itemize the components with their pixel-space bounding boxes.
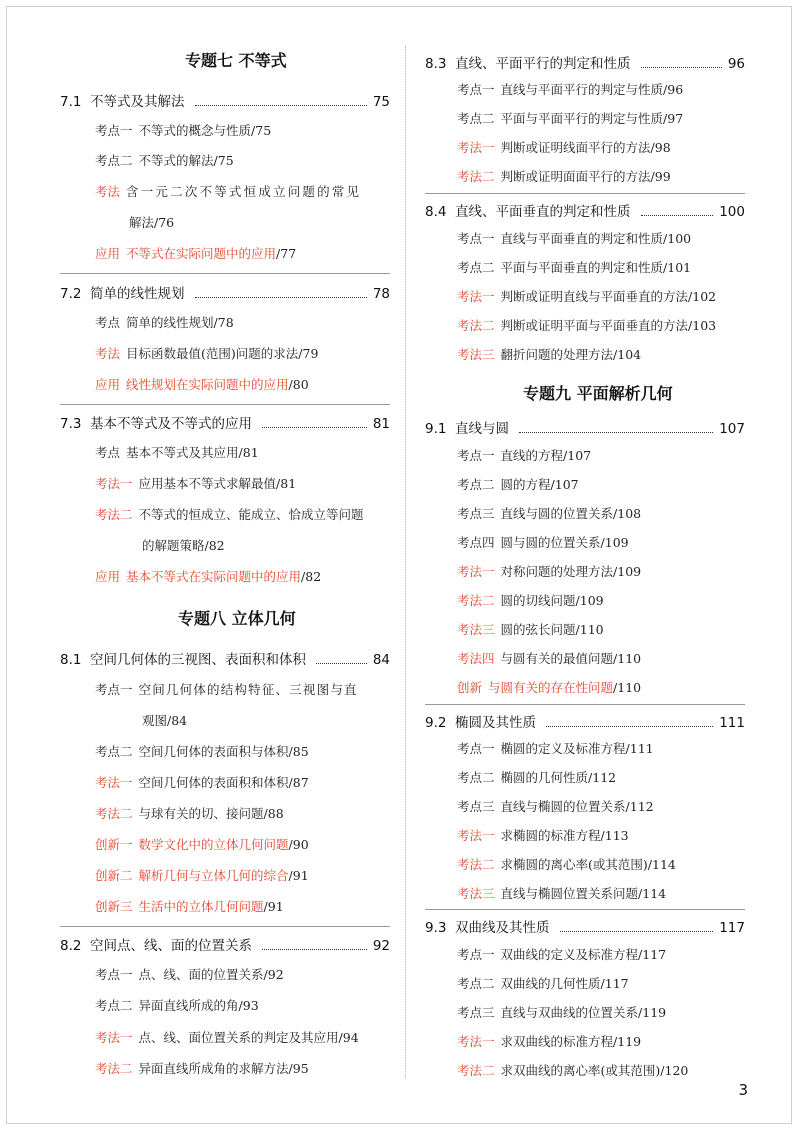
toc-entry[interactable] [95, 804, 284, 822]
section-page: 117 [719, 920, 745, 936]
section-number: 8.4 [425, 204, 447, 220]
entry-page: /95 [288, 1061, 309, 1076]
entry-text: 直线与椭圆位置关系问题 [500, 886, 639, 901]
section-number: 7.3 [60, 416, 82, 432]
entry-page: /109 [575, 593, 604, 608]
leader-dots [195, 297, 367, 298]
entry-tag: 考法一 [457, 140, 495, 155]
entry-text: 含一元二次不等式恒成立问题的常见 [126, 184, 362, 199]
section-number: 8.1 [60, 652, 82, 668]
section-number: 9.3 [425, 920, 447, 936]
entry-text: 目标函数最值(范围)问题的求法 [126, 346, 299, 361]
toc-entry[interactable] [95, 835, 309, 853]
section-rule [425, 909, 745, 910]
entry-text: 数学文化中的立体几何问题 [138, 837, 289, 852]
toc-entry-continued [142, 711, 187, 729]
entry-text: 椭圆的定义及标准方程 [500, 741, 626, 756]
entry-tag: 考点四 [457, 535, 495, 550]
entry-tag: 考法一 [95, 1030, 133, 1045]
entry-text: 直线与双曲线的位置关系 [500, 1005, 639, 1020]
entry-tag: 创新 [457, 680, 483, 695]
toc-entry[interactable] [95, 567, 321, 585]
column-divider [405, 46, 406, 1078]
entry-tag: 考点三 [457, 506, 495, 521]
entry-tag: 考法三 [457, 622, 495, 637]
toc-entry[interactable] [457, 945, 666, 963]
entry-page: /84 [167, 713, 188, 728]
entry-text: 直线与平面平行的判定与性质 [500, 82, 664, 97]
toc-entry[interactable] [95, 1059, 309, 1077]
toc-entry[interactable] [457, 591, 604, 609]
toc-entry[interactable] [95, 375, 309, 393]
entry-page: /110 [613, 680, 642, 695]
toc-entry[interactable] [95, 344, 318, 362]
entry-page: /117 [638, 947, 667, 962]
toc-entry[interactable] [457, 533, 629, 551]
section-number: 9.2 [425, 715, 447, 731]
entry-text: 判断或证明线面平行的方法 [500, 140, 651, 155]
toc-entry[interactable] [457, 316, 716, 334]
section-page: 107 [719, 421, 745, 437]
toc-entry[interactable] [95, 443, 259, 461]
entry-text: 判断或证明平面与平面垂直的方法 [500, 318, 689, 333]
toc-entry[interactable] [95, 742, 309, 760]
entry-page: /93 [238, 998, 259, 1013]
entry-page: /81 [276, 476, 297, 491]
entry-text: 基本不等式在实际问题中的应用 [126, 569, 302, 584]
leader-dots [641, 215, 714, 216]
toc-entry[interactable] [457, 345, 641, 363]
entry-page: /88 [263, 806, 284, 821]
leader-dots [546, 726, 713, 727]
entry-text: 空间几何体的表面积与体积 [138, 744, 289, 759]
section-title: 空间点、线、面的位置关系 [90, 938, 252, 954]
entry-tag: 考法一 [95, 775, 133, 790]
toc-entry[interactable] [95, 897, 284, 915]
entry-tag: 考点二 [95, 153, 133, 168]
entry-tag: 考法一 [457, 828, 495, 843]
entry-tag: 应用 [95, 569, 121, 584]
entry-tag: 考法二 [457, 593, 495, 608]
entry-text: 与球有关的切、接问题 [138, 806, 264, 821]
leader-dots [519, 432, 713, 433]
section-title: 简单的线性规划 [90, 286, 185, 302]
entry-tag: 应用 [95, 377, 121, 392]
entry-page: /110 [575, 622, 604, 637]
entry-tag: 考法一 [95, 476, 133, 491]
entry-text: 应用基本不等式求解最值 [138, 476, 277, 491]
entry-text: 空间几何体的结构特征、三视图与直 [138, 682, 358, 697]
entry-page: /104 [613, 347, 642, 362]
toc-entry[interactable] [457, 739, 654, 757]
section-title: 不等式及其解法 [90, 94, 185, 110]
entry-text: 平面与平面平行的判定与性质 [500, 111, 664, 126]
entry-text: 对称问题的处理方法 [500, 564, 614, 579]
toc-entry[interactable] [95, 244, 296, 262]
section-page: 96 [727, 56, 745, 72]
toc-entry-continued [129, 213, 174, 231]
entry-tag: 考点一 [457, 947, 495, 962]
entry-text: 点、线、面的位置关系 [138, 967, 264, 982]
entry-text: 判断或证明面面平行的方法 [500, 169, 651, 184]
toc-entry[interactable] [457, 1003, 666, 1021]
entry-page: /101 [663, 260, 692, 275]
entry-tag: 考法 [95, 346, 121, 361]
page-frame [6, 6, 792, 1124]
entry-text: 判断或证明直线与平面垂直的方法 [500, 289, 689, 304]
entry-tag: 考点三 [457, 1005, 495, 1020]
entry-tag: 考法一 [457, 1034, 495, 1049]
entry-page: /110 [613, 651, 642, 666]
entry-text: 观图 [142, 713, 168, 728]
section-page: 78 [372, 286, 390, 302]
entry-text: 翻折问题的处理方法 [500, 347, 614, 362]
entry-page: /107 [563, 448, 592, 463]
entry-text: 圆的切线问题 [500, 593, 576, 608]
entry-page: /113 [600, 828, 629, 843]
entry-text: 解析几何与立体几何的综合 [138, 868, 289, 883]
entry-text: 直线与椭圆的位置关系 [500, 799, 626, 814]
entry-tag: 考点一 [457, 82, 495, 97]
entry-page: /75 [213, 153, 234, 168]
section-heading[interactable] [60, 648, 390, 668]
toc-entry[interactable] [457, 1061, 688, 1079]
toc-entry[interactable] [457, 258, 691, 276]
entry-page: /76 [154, 215, 175, 230]
entry-page: /97 [663, 111, 684, 126]
section-heading[interactable] [425, 200, 745, 220]
entry-page: /109 [600, 535, 629, 550]
chapter-title: 专题九 平面解析几何 [523, 384, 673, 403]
entry-page: /82 [204, 538, 225, 553]
toc-entry[interactable] [95, 1028, 359, 1046]
entry-text: 不等式的解法 [138, 153, 214, 168]
entry-page: /117 [600, 976, 629, 991]
entry-tag: 考点二 [95, 998, 133, 1013]
section-heading[interactable] [425, 711, 745, 731]
section-heading[interactable] [425, 52, 745, 72]
entry-text: 与圆有关的存在性问题 [488, 680, 614, 695]
entry-text: 直线的方程 [500, 448, 564, 463]
toc-entry[interactable] [457, 1032, 641, 1050]
toc-entry[interactable] [457, 80, 683, 98]
entry-tag: 考点一 [95, 123, 133, 138]
toc-entry[interactable] [457, 678, 641, 696]
entry-tag: 创新二 [95, 868, 133, 883]
entry-text: 异面直线所成角的求解方法 [138, 1061, 289, 1076]
toc-entry[interactable] [457, 826, 629, 844]
entry-text: 双曲线的几何性质 [500, 976, 601, 991]
toc-entry[interactable] [457, 167, 671, 185]
entry-page: /96 [663, 82, 684, 97]
entry-page: /99 [650, 169, 671, 184]
section-number: 7.2 [60, 286, 82, 302]
section-heading[interactable] [60, 282, 390, 302]
entry-page: /120 [660, 1063, 689, 1078]
entry-tag: 考法二 [95, 507, 133, 522]
entry-page: /109 [613, 564, 642, 579]
entry-text: 不等式的恒成立、能成立、恰成立等问题 [138, 507, 364, 522]
entry-page: /114 [638, 886, 667, 901]
entry-text: 求双曲线的离心率(或其范围) [500, 1063, 661, 1078]
section-number: 9.1 [425, 421, 447, 437]
toc-entry[interactable] [95, 474, 296, 492]
entry-tag: 考点二 [457, 111, 495, 126]
toc-entry[interactable] [457, 884, 666, 902]
toc-entry[interactable] [457, 446, 591, 464]
entry-tag: 创新三 [95, 899, 133, 914]
toc-entry[interactable] [457, 855, 676, 873]
entry-text: 圆的方程 [500, 477, 551, 492]
section-title: 直线、平面垂直的判定和性质 [455, 204, 631, 220]
entry-tag: 考点二 [457, 260, 495, 275]
entry-tag: 创新一 [95, 837, 133, 852]
section-heading[interactable] [60, 412, 390, 432]
section-number: 8.3 [425, 56, 447, 72]
entry-page: /80 [288, 377, 309, 392]
leader-dots [560, 931, 714, 932]
entry-tag: 考点二 [457, 770, 495, 785]
entry-tag: 考点 [95, 315, 121, 330]
section-heading[interactable] [60, 934, 390, 954]
toc-entry[interactable] [457, 620, 604, 638]
section-title: 基本不等式及不等式的应用 [90, 416, 252, 432]
entry-page: /114 [647, 857, 676, 872]
entry-text: 空间几何体的表面积和体积 [138, 775, 289, 790]
entry-page: /103 [688, 318, 717, 333]
section-title: 直线、平面平行的判定和性质 [455, 56, 631, 72]
entry-text: 直线与平面垂直的判定和性质 [500, 231, 664, 246]
entry-tag: 考点二 [95, 744, 133, 759]
entry-text: 圆与圆的位置关系 [500, 535, 601, 550]
entry-page: /77 [276, 246, 297, 261]
entry-page: /91 [263, 899, 284, 914]
entry-tag: 考法一 [457, 564, 495, 579]
section-rule [60, 273, 390, 274]
entry-text: 线性规划在实际问题中的应用 [126, 377, 289, 392]
entry-tag: 考点二 [457, 477, 495, 492]
section-page: 84 [372, 652, 390, 668]
entry-page: /119 [613, 1034, 642, 1049]
entry-text: 求双曲线的标准方程 [500, 1034, 614, 1049]
section-page: 111 [719, 715, 745, 731]
section-rule [60, 404, 390, 405]
entry-page: /90 [288, 837, 309, 852]
entry-page: /98 [650, 140, 671, 155]
toc-entry[interactable] [457, 562, 641, 580]
entry-tag: 考法二 [457, 318, 495, 333]
section-page: 81 [372, 416, 390, 432]
entry-page: /100 [663, 231, 692, 246]
toc-entry[interactable] [457, 649, 641, 667]
toc-entry[interactable] [457, 138, 671, 156]
entry-tag: 考法二 [457, 857, 495, 872]
entry-tag: 考法三 [457, 347, 495, 362]
entry-text: 生活中的立体几何问题 [138, 899, 264, 914]
section-heading[interactable] [425, 916, 745, 936]
toc-entry[interactable] [457, 475, 579, 493]
entry-page: /81 [238, 445, 259, 460]
toc-entry[interactable] [457, 974, 629, 992]
toc-entry[interactable] [95, 680, 358, 698]
entry-page: /92 [263, 967, 284, 982]
toc-entry-continued [142, 536, 225, 554]
toc-entry[interactable] [95, 121, 271, 139]
entry-text: 基本不等式及其应用 [126, 445, 239, 460]
entry-page: /94 [338, 1030, 359, 1045]
entry-page: /82 [301, 569, 322, 584]
toc-entry[interactable] [95, 151, 234, 169]
entry-text: 简单的线性规划 [126, 315, 214, 330]
toc-entry[interactable] [457, 797, 654, 815]
entry-tag: 考点一 [457, 231, 495, 246]
section-page: 100 [719, 204, 745, 220]
entry-tag: 考点 [95, 445, 121, 460]
section-title: 空间几何体的三视图、表面积和体积 [90, 652, 306, 668]
toc-entry[interactable] [95, 182, 361, 200]
toc-entry[interactable] [457, 287, 716, 305]
section-title: 双曲线及其性质 [455, 920, 550, 936]
toc-entry[interactable] [95, 965, 284, 983]
entry-tag: 考点一 [457, 741, 495, 756]
section-rule [425, 193, 745, 194]
toc-entry[interactable] [95, 866, 309, 884]
section-page: 92 [372, 938, 390, 954]
entry-text: 求椭圆的离心率(或其范围) [500, 857, 648, 872]
entry-tag: 考法二 [95, 806, 133, 821]
section-rule [425, 704, 745, 705]
section-title: 椭圆及其性质 [455, 715, 536, 731]
entry-page: /112 [588, 770, 617, 785]
entry-tag: 应用 [95, 246, 121, 261]
entry-page: /112 [625, 799, 654, 814]
chapter-title: 专题七 不等式 [185, 51, 287, 70]
entry-text: 不等式在实际问题中的应用 [126, 246, 277, 261]
leader-dots [316, 663, 367, 664]
leader-dots [262, 427, 367, 428]
entry-text: 与圆有关的最值问题 [500, 651, 614, 666]
entry-tag: 考点二 [457, 976, 495, 991]
toc-entry[interactable] [457, 109, 683, 127]
page-number: 3 [738, 1081, 748, 1099]
entry-tag: 考点一 [95, 682, 133, 697]
entry-tag: 考法三 [457, 886, 495, 901]
entry-tag: 考法二 [95, 1061, 133, 1076]
entry-page: /108 [613, 506, 642, 521]
entry-tag: 考法 [95, 184, 121, 199]
entry-tag: 考法四 [457, 651, 495, 666]
entry-text: 点、线、面位置关系的判定及其应用 [138, 1030, 339, 1045]
entry-tag: 考点一 [457, 448, 495, 463]
entry-text: 直线与圆的位置关系 [500, 506, 614, 521]
entry-text: 椭圆的几何性质 [500, 770, 589, 785]
leader-dots [262, 949, 367, 950]
entry-text: 平面与平面垂直的判定和性质 [500, 260, 664, 275]
toc-entry[interactable] [95, 996, 259, 1014]
toc-entry[interactable] [457, 229, 691, 247]
entry-page: /87 [288, 775, 309, 790]
entry-text: 不等式的概念与性质 [138, 123, 252, 138]
entry-text: 圆的弦长问题 [500, 622, 576, 637]
toc-entry[interactable] [457, 504, 641, 522]
section-title: 直线与圆 [455, 421, 509, 437]
entry-page: /119 [638, 1005, 667, 1020]
toc-entry[interactable] [95, 313, 234, 331]
toc-entry[interactable] [457, 768, 616, 786]
section-number: 8.2 [60, 938, 82, 954]
leader-dots [195, 105, 367, 106]
entry-text: 的解题策略 [142, 538, 205, 553]
entry-tag: 考法二 [457, 169, 495, 184]
leader-dots [641, 67, 722, 68]
entry-text: 求椭圆的标准方程 [500, 828, 601, 843]
section-heading[interactable] [425, 417, 745, 437]
entry-text: 解法 [129, 215, 155, 230]
entry-page: /107 [550, 477, 579, 492]
toc-entry[interactable] [95, 773, 309, 791]
section-number: 7.1 [60, 94, 82, 110]
section-heading[interactable] [60, 90, 390, 110]
entry-page: /102 [688, 289, 717, 304]
entry-page: /111 [625, 741, 654, 756]
entry-tag: 考点三 [457, 799, 495, 814]
section-rule [60, 926, 390, 927]
section-page: 75 [372, 94, 390, 110]
entry-tag: 考点一 [95, 967, 133, 982]
entry-text: 双曲线的定义及标准方程 [500, 947, 639, 962]
entry-page: /78 [213, 315, 234, 330]
entry-page: /85 [288, 744, 309, 759]
entry-text: 异面直线所成的角 [138, 998, 239, 1013]
entry-page: /91 [288, 868, 309, 883]
chapter-title: 专题八 立体几何 [178, 609, 296, 628]
entry-page: /75 [251, 123, 272, 138]
entry-page: /79 [298, 346, 319, 361]
toc-entry[interactable] [95, 505, 364, 523]
entry-tag: 考法二 [457, 1063, 495, 1078]
entry-tag: 考法一 [457, 289, 495, 304]
